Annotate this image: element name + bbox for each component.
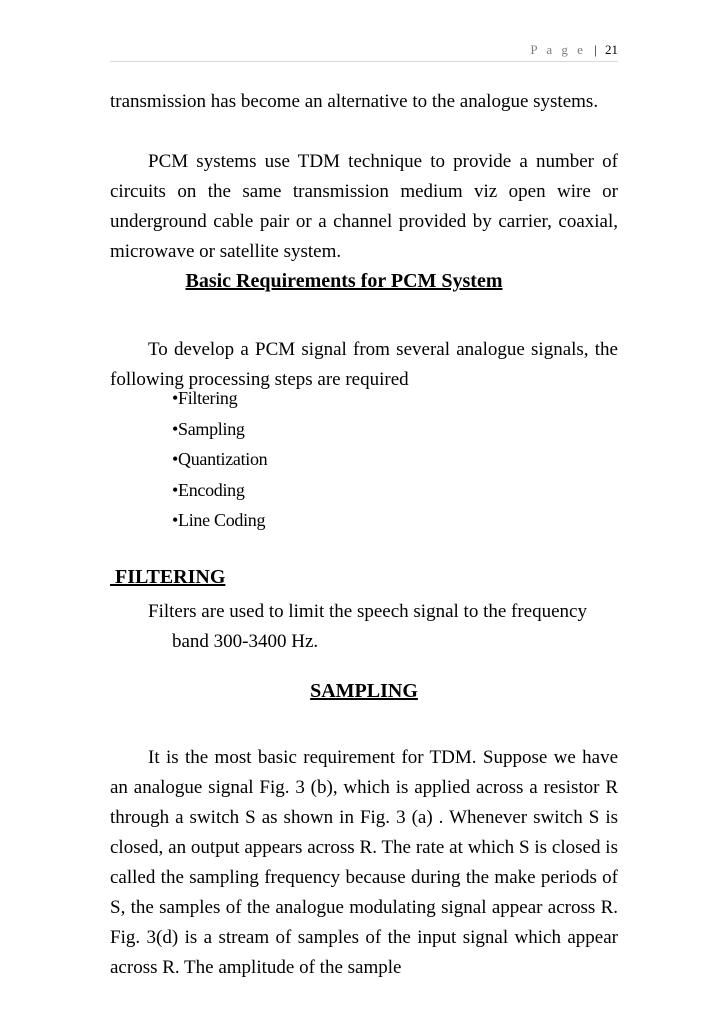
page-header xyxy=(110,42,618,58)
list-item: •Quantization xyxy=(172,449,268,469)
basic-requirements-heading: Basic Requirements for PCM System xyxy=(185,270,503,292)
basic-requirements-paragraph: To develop a PCM signal from several analogue signals, the following processing steps are required xyxy=(110,339,618,390)
sampling-heading: SAMPLING xyxy=(310,680,418,702)
page-number: 21 xyxy=(605,42,618,57)
filtering-paragraph xyxy=(148,597,618,657)
list-item: •Encoding xyxy=(172,479,245,500)
processing-steps-list xyxy=(172,383,267,536)
intro-paragraph-1: transmission has become an alternative to the analogue systems. xyxy=(110,91,599,112)
sampling-paragraph: It is the most basic requirement for TDM. Suppose we have an analogue signal Fig. 3 (b), which is applied across a resistor R through a switch S as shown in Fig. 3 (a) . Whenever switch S is closed, an output appears across R. The rate at which S is closed is called the sampling frequency because during the make periods of S, the samples of the analogue modulating signal appear across R. Fig. 3(d) is a stream of samples of the input signal which appear across R. The amplitude of the sample xyxy=(110,747,618,978)
filtering-heading: FILTERING xyxy=(110,566,226,588)
intro-paragraph-2: PCM systems use TDM technique to provide a number of circuits on the same transmission medium viz open wire or underground cable pair or a channel provided by carrier, coaxial, microwave or satellite system. xyxy=(110,151,618,262)
filtering-line-2: band 300-3400 Hz. xyxy=(172,631,319,652)
page-separator: | xyxy=(594,42,597,57)
page-label: P a g e xyxy=(530,42,586,57)
document-page xyxy=(110,0,618,1031)
header-rule xyxy=(110,61,618,62)
list-item: •Line Coding xyxy=(172,510,266,530)
list-item: •Filtering xyxy=(172,388,238,408)
list-item: •Sampling xyxy=(172,418,245,439)
filtering-line-1: Filters are used to limit the speech signal to the frequency xyxy=(148,601,587,622)
